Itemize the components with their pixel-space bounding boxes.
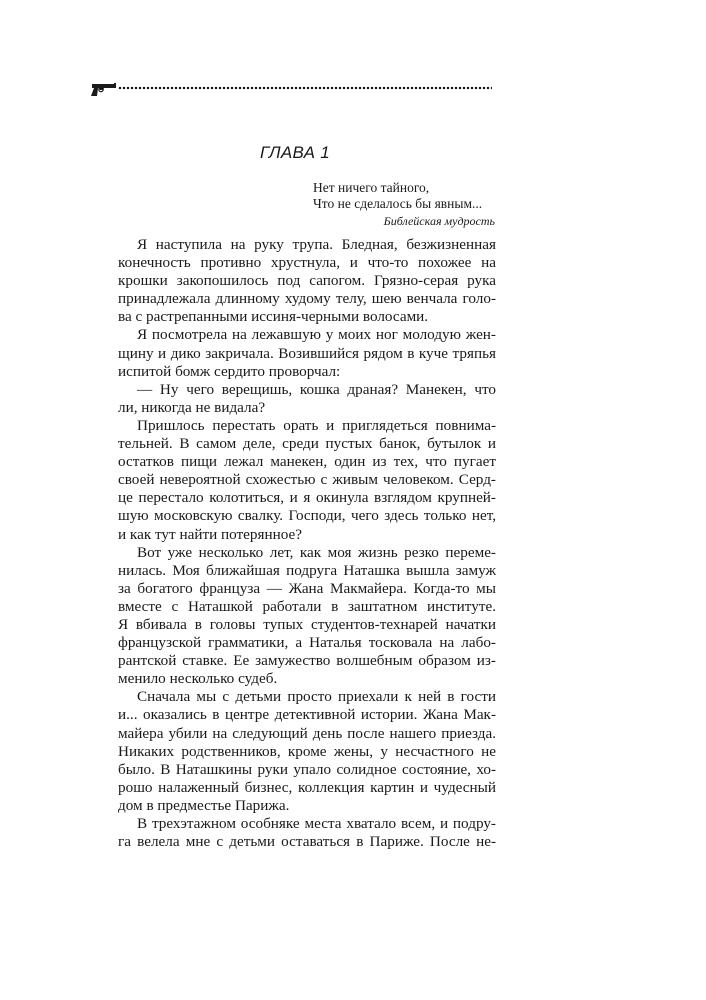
text-line: своей невероятной схожестью с живым человеком. Серд- xyxy=(118,471,496,489)
text-line: крошки закопошилось под сапогом. Грязно-серая рука xyxy=(118,272,496,290)
paragraph xyxy=(118,381,496,417)
paragraph xyxy=(118,815,496,851)
text-line: испитой бомж сердито проворчал: xyxy=(118,362,341,380)
text-line: шую московскую свалку. Господи, чего здесь только нет, xyxy=(118,507,496,525)
text-line: рошо налаженный бизнес, коллекция картин и чудесный xyxy=(118,778,496,796)
paragraph xyxy=(118,544,496,689)
text-line: и как тут найти потерянное? xyxy=(118,525,303,543)
text-line: це перестало колотиться, и я окинула взглядом крупней- xyxy=(118,489,496,507)
text-line: В трехэтажном особняке места хватало всем, и подру- xyxy=(137,815,496,832)
pistol-icon xyxy=(88,78,120,102)
header-ornament xyxy=(88,78,494,102)
text-line: вместе с Наташкой работали в заштатном институте. xyxy=(118,597,496,615)
paragraph xyxy=(118,417,496,544)
text-line: ва с растрепанными иссиня-черными волосами. xyxy=(118,308,429,326)
text-line: дом в предместье Парижа. xyxy=(118,796,290,814)
text-line: и... оказались в центре детективной истории. Жана Мак- xyxy=(118,706,496,724)
epigraph-line: Что не сделалось бы явным... xyxy=(313,196,483,211)
text-line: щину и дико закричала. Возившийся рядом в куче тряпья xyxy=(118,344,496,362)
text-line: Никаких родственников, кроме жены, у несчастного не xyxy=(118,742,496,760)
chapter-title: ГЛАВА 1 xyxy=(259,143,331,162)
dotted-rule xyxy=(118,86,492,90)
epigraph xyxy=(313,180,495,229)
text-line: французской грамматики, а Наталья тосковала на лабо- xyxy=(118,634,496,652)
text-line: Пришлось перестать орать и приглядеться повнима- xyxy=(137,416,496,434)
text-line: конечность противно хрустнула, и что-то похожее на xyxy=(118,254,496,272)
text-line: майера убили на следующий день после нашего приезда. xyxy=(118,724,496,742)
text-line: менило несколько судеб. xyxy=(118,670,278,688)
text-line: принадлежала длинному худому телу, шею венчала голо- xyxy=(118,290,496,308)
text-line: Я посмотрела на лежавшую у моих ног молодую жен- xyxy=(137,326,496,344)
text-line: га велела мне с детьми оставаться в Париже. После не- xyxy=(118,833,496,851)
text-line: Сначала мы с детьми просто приехали к ней в гости xyxy=(137,688,496,706)
epigraph-source: Библейская мудрость xyxy=(383,214,495,228)
text-line: — Ну чего верещишь, кошка драная? Манекен, что xyxy=(137,380,496,398)
text-line: тельней. В самом деле, среди пустых банок, бутылок и xyxy=(118,435,496,453)
text-line: было. В Наташкины руки упало солидное состояние, хо- xyxy=(118,760,496,778)
text-line: рантской ставке. Ее замужество волшебным образом из- xyxy=(118,652,496,670)
text-line: ли, никогда не видала? xyxy=(118,398,266,416)
paragraph xyxy=(118,326,496,380)
body-text xyxy=(118,236,496,851)
text-line: нилась. Моя ближайшая подруга Наташка вышла замуж xyxy=(118,561,496,579)
epigraph-line: Нет ничего тайного, xyxy=(313,180,430,195)
text-line: Я наступила на руку трупа. Бледная, безжизненная xyxy=(137,236,496,253)
text-line: Вот уже несколько лет, как моя жизнь резко переме- xyxy=(137,543,496,561)
text-line: остатков пищи лежал манекен, один из тех, что пугает xyxy=(118,453,496,471)
paragraph xyxy=(118,236,496,326)
text-line: за богатого француза — Жана Макмайера. Когда-то мы xyxy=(118,579,496,597)
text-line: Я вбивала в головы тупых студентов-технарей начатки xyxy=(118,615,496,633)
paragraph xyxy=(118,688,496,815)
